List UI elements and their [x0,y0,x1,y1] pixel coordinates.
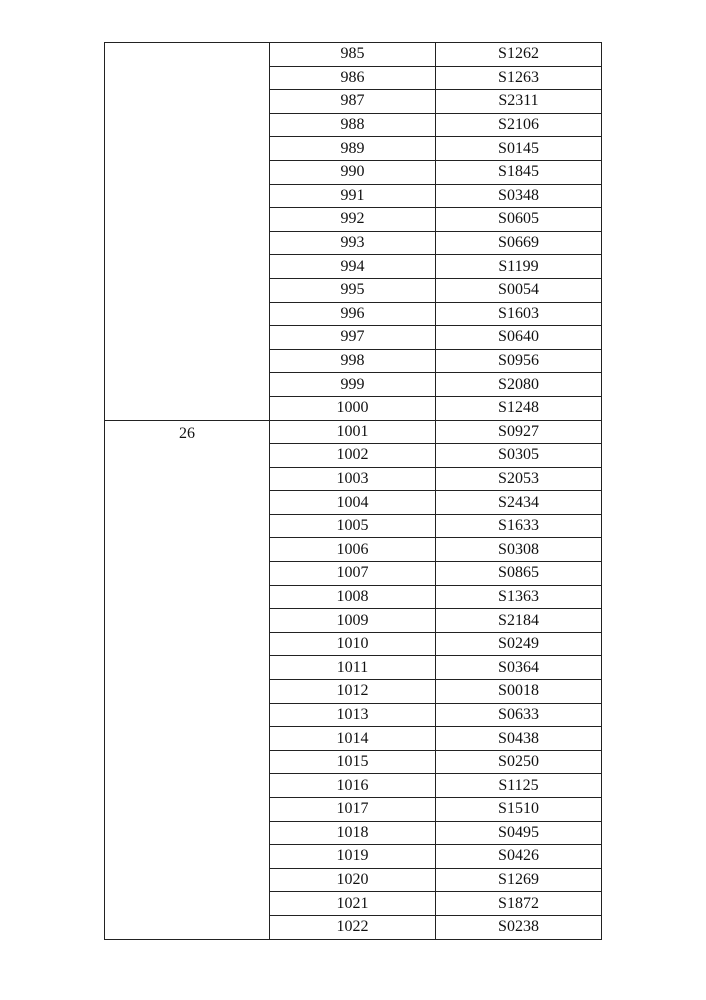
code-cell: S2106 [436,113,602,137]
code-cell: S1263 [436,66,602,90]
code-cell: S0145 [436,137,602,161]
number-cell: 991 [270,184,436,208]
code-cell: S0640 [436,326,602,350]
table-row [105,420,602,444]
number-cell: 988 [270,113,436,137]
number-cell: 994 [270,255,436,279]
table-row [105,43,602,67]
number-cell: 1010 [270,632,436,656]
code-cell: S2184 [436,609,602,633]
code-cell: S1633 [436,514,602,538]
code-cell: S0633 [436,703,602,727]
number-cell: 1003 [270,467,436,491]
number-cell: 993 [270,231,436,255]
code-cell: S1510 [436,798,602,822]
number-cell: 1007 [270,562,436,586]
number-cell: 1011 [270,656,436,680]
number-cell: 996 [270,302,436,326]
group-cell [105,43,270,421]
code-cell: S0238 [436,915,602,939]
number-cell: 1014 [270,727,436,751]
group-label: 26 [179,424,195,442]
code-cell: S0364 [436,656,602,680]
data-table [104,42,602,940]
number-cell: 992 [270,208,436,232]
number-cell: 1016 [270,774,436,798]
code-cell: S1125 [436,774,602,798]
number-cell: 1009 [270,609,436,633]
number-cell: 999 [270,373,436,397]
number-cell: 1017 [270,798,436,822]
code-cell: S1603 [436,302,602,326]
code-cell: S0308 [436,538,602,562]
number-cell: 1018 [270,821,436,845]
code-cell: S2080 [436,373,602,397]
number-cell: 1002 [270,444,436,468]
code-cell: S0348 [436,184,602,208]
group-label [105,43,269,45]
number-cell: 990 [270,160,436,184]
number-cell: 1000 [270,396,436,420]
number-cell: 1004 [270,491,436,515]
code-cell: S2053 [436,467,602,491]
code-cell: S1199 [436,255,602,279]
number-cell: 1019 [270,845,436,869]
code-cell: S1269 [436,868,602,892]
code-cell: S0927 [436,420,602,444]
number-cell: 985 [270,43,436,67]
code-cell: S0018 [436,680,602,704]
code-cell: S2434 [436,491,602,515]
code-cell: S0249 [436,632,602,656]
code-cell: S1248 [436,396,602,420]
number-cell: 1020 [270,868,436,892]
number-cell: 1022 [270,915,436,939]
number-cell: 1005 [270,514,436,538]
code-cell: S1845 [436,160,602,184]
code-cell: S0250 [436,750,602,774]
code-cell: S0426 [436,845,602,869]
code-cell: S0495 [436,821,602,845]
number-cell: 997 [270,326,436,350]
number-cell: 995 [270,278,436,302]
code-cell: S0865 [436,562,602,586]
number-cell: 1013 [270,703,436,727]
number-cell: 987 [270,90,436,114]
code-cell: S0605 [436,208,602,232]
number-cell: 1006 [270,538,436,562]
code-cell: S1872 [436,892,602,916]
number-cell: 1021 [270,892,436,916]
number-cell: 986 [270,66,436,90]
code-cell: S2311 [436,90,602,114]
document-page [104,42,602,940]
table-body [105,43,602,940]
number-cell: 998 [270,349,436,373]
number-cell: 1001 [270,420,436,444]
code-cell: S0305 [436,444,602,468]
code-cell: S0438 [436,727,602,751]
code-cell: S0054 [436,278,602,302]
code-cell: S0669 [436,231,602,255]
group-cell [105,420,270,939]
code-cell: S1363 [436,585,602,609]
code-cell: S0956 [436,349,602,373]
code-cell: S1262 [436,43,602,67]
number-cell: 989 [270,137,436,161]
number-cell: 1015 [270,750,436,774]
number-cell: 1008 [270,585,436,609]
number-cell: 1012 [270,680,436,704]
